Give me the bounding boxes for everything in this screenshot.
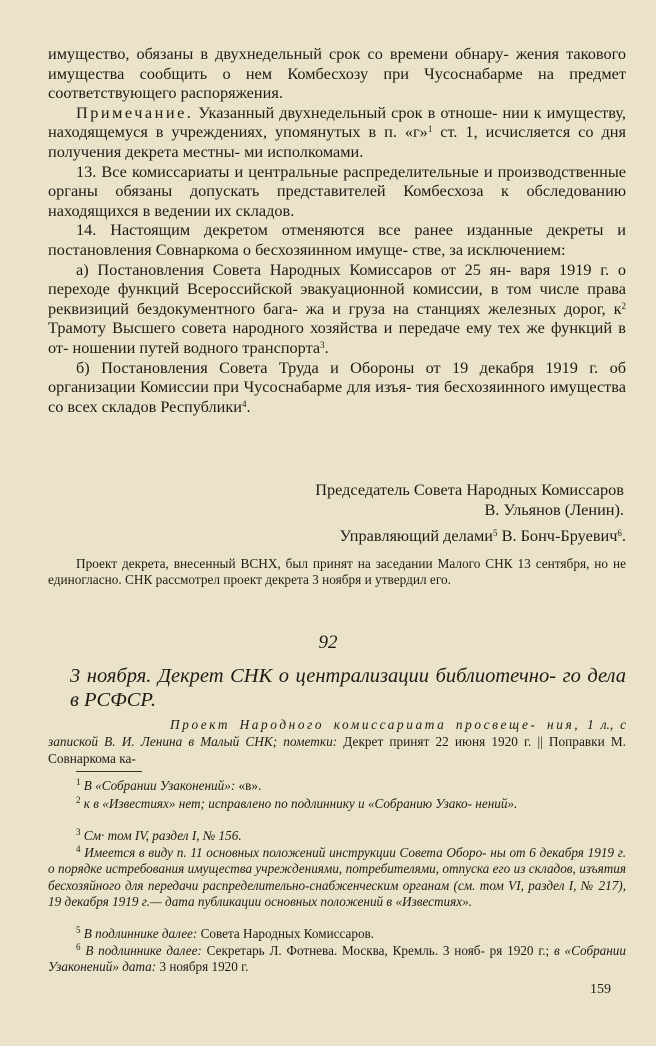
clause-b-text-2: .	[246, 396, 251, 416]
footnote-ref: 3	[320, 339, 325, 350]
footnote-number: 1	[76, 777, 81, 787]
footnote-ref: 1	[427, 124, 433, 135]
footnote-italic: В «Собрании Узаконений»:	[83, 778, 236, 793]
continuation-paragraph: имущество, обязаны в двухнедельный срок со времени обнару- жения такового имущества сообщить о нем Комбесхозу при Чусоснабарме на предмет соответствующего распоряжения.	[48, 44, 626, 103]
footnote-ref: 4	[242, 398, 247, 409]
footnote-rule	[76, 771, 142, 772]
footnote-4	[48, 845, 626, 910]
manager-end: .	[621, 526, 626, 545]
footnote-plain: «в».	[235, 778, 262, 793]
footnote-1	[48, 778, 626, 794]
footnote-number: 6	[76, 942, 81, 952]
footnote-number: 4	[76, 844, 81, 854]
clause-b	[48, 358, 626, 417]
note-label: Примечание.	[76, 102, 194, 122]
footnote-ref: 2	[621, 300, 626, 311]
document-number: 92	[318, 632, 338, 653]
source-italic: 1 л., с запиской В. И. Ленина в Малый СНК; пометки:	[48, 717, 626, 749]
footnote-ref: 5	[493, 528, 498, 538]
chair-title: Председатель Совета Народных Комиссаров	[315, 480, 624, 499]
footnote-number: 5	[76, 925, 81, 935]
footnote-italic: См· том IV, раздел I, № 156.	[83, 828, 242, 843]
footnote-italic: В подлиннике далее:	[85, 943, 202, 958]
footnote-2	[48, 796, 626, 812]
footnote-3	[48, 828, 626, 844]
manager-signature	[340, 526, 626, 546]
clause-a-text-1: а) Постановления Совета Народных Комиссаров от 25 ян- варя 1919 г. о переходе функций Всероссийской эвакуационной комиссии, в том числе права реквизиций бездокументного бага- жа и груза на станциях железных дорог, к	[48, 259, 626, 318]
chair-name: В. Ульянов (Ленин).	[484, 500, 624, 519]
footnote-5	[48, 926, 626, 942]
page-number: 159	[590, 982, 611, 997]
document-source	[48, 716, 626, 767]
footnote-number: 2	[76, 795, 81, 805]
footnote-plain-2: 3 ноября 1920 г.	[156, 959, 249, 975]
clause-a-text-2: Трамоту Высшего совета народного хозяйства и передаче ему тех же функций в от- ношении путей водного транспорта	[48, 318, 626, 357]
article-13: 13. Все комиссариаты и центральные распределительные и производственные органы обязаны допускать представителей Комбесхоза к обследованию находящихся в ведении их складов.	[48, 161, 626, 220]
footnote-ref: 6	[617, 528, 622, 538]
clause-a-text-3: .	[324, 337, 329, 357]
note-paragraph	[48, 103, 626, 162]
clause-a	[48, 260, 626, 358]
footnote-italic: к в «Известиях» нет; исправлено по подлиннику и «Собранию Узако- нений».	[83, 796, 518, 811]
editorial-note: Проект декрета, внесенный ВСНХ, был принят на заседании Малого СНК 13 сентября, но не единогласно. СНК рассмотрел проект декрета 3 ноября и утвердил его.	[48, 556, 626, 588]
clause-b-text-1: б) Постановления Совета Труда и Обороны от 19 декабря 1919 г. об организации Комиссии при Чусоснабарме для изъя- тия бесхозяинного имущества со всех складов Республики	[48, 357, 626, 416]
main-text	[48, 44, 626, 416]
footnote-italic: Имеется в виду п. 11 основных положений инструкции Совета Оборо- ны от 6 декабря 1919 г. о порядке истребования имущества учреждениями, потребителями, отпуска его из складов, изъятия бесхозяйного для передачи распределительно-снабженческим органам (см. том VI, раздел I, № 217), 19 декабря 1919 г.— дата публикации основных положений в «Известиях».	[48, 845, 626, 909]
manager-name: В. Бонч-Бруевич	[497, 526, 618, 545]
document-title: 3 ноября. Декрет СНК о централизации библиотечно- го дела в РСФСР.	[70, 665, 626, 711]
note-text-1: Указанный двухнедельный срок в отноше- нии к имуществу, находящемуся в учреждениях, упомянутых в п. «г»	[48, 102, 626, 142]
footnote-6	[48, 943, 626, 976]
manager-title: Управляющий делами	[339, 526, 494, 545]
footnote-italic: В подлиннике далее:	[83, 926, 198, 941]
footnote-italic-2: в «Собрании Узаконений» дата:	[48, 943, 626, 975]
footnote-number: 3	[76, 827, 81, 837]
footnote-plain: Секретарь Л. Фотнева. Москва, Кремль. 3 нояб- ря 1920 г.;	[201, 943, 550, 958]
article-14: 14. Настоящим декретом отменяются все ранее изданные декреты и постановления Совнаркома о бесхозяинном имуще- стве, за исключением:	[48, 220, 626, 259]
source-plain: Декрет принят 22 июня 1920 г. || Поправки М. Совнаркома ка-	[48, 734, 626, 766]
source-spaced: Проект Народного комиссариата просвеще- ния,	[170, 717, 581, 732]
note-text-2: ст. 1, исчисляется со дня получения декрета местны- ми исполкомами.	[48, 122, 626, 161]
footnote-plain: Совета Народных Комиссаров.	[197, 926, 375, 941]
